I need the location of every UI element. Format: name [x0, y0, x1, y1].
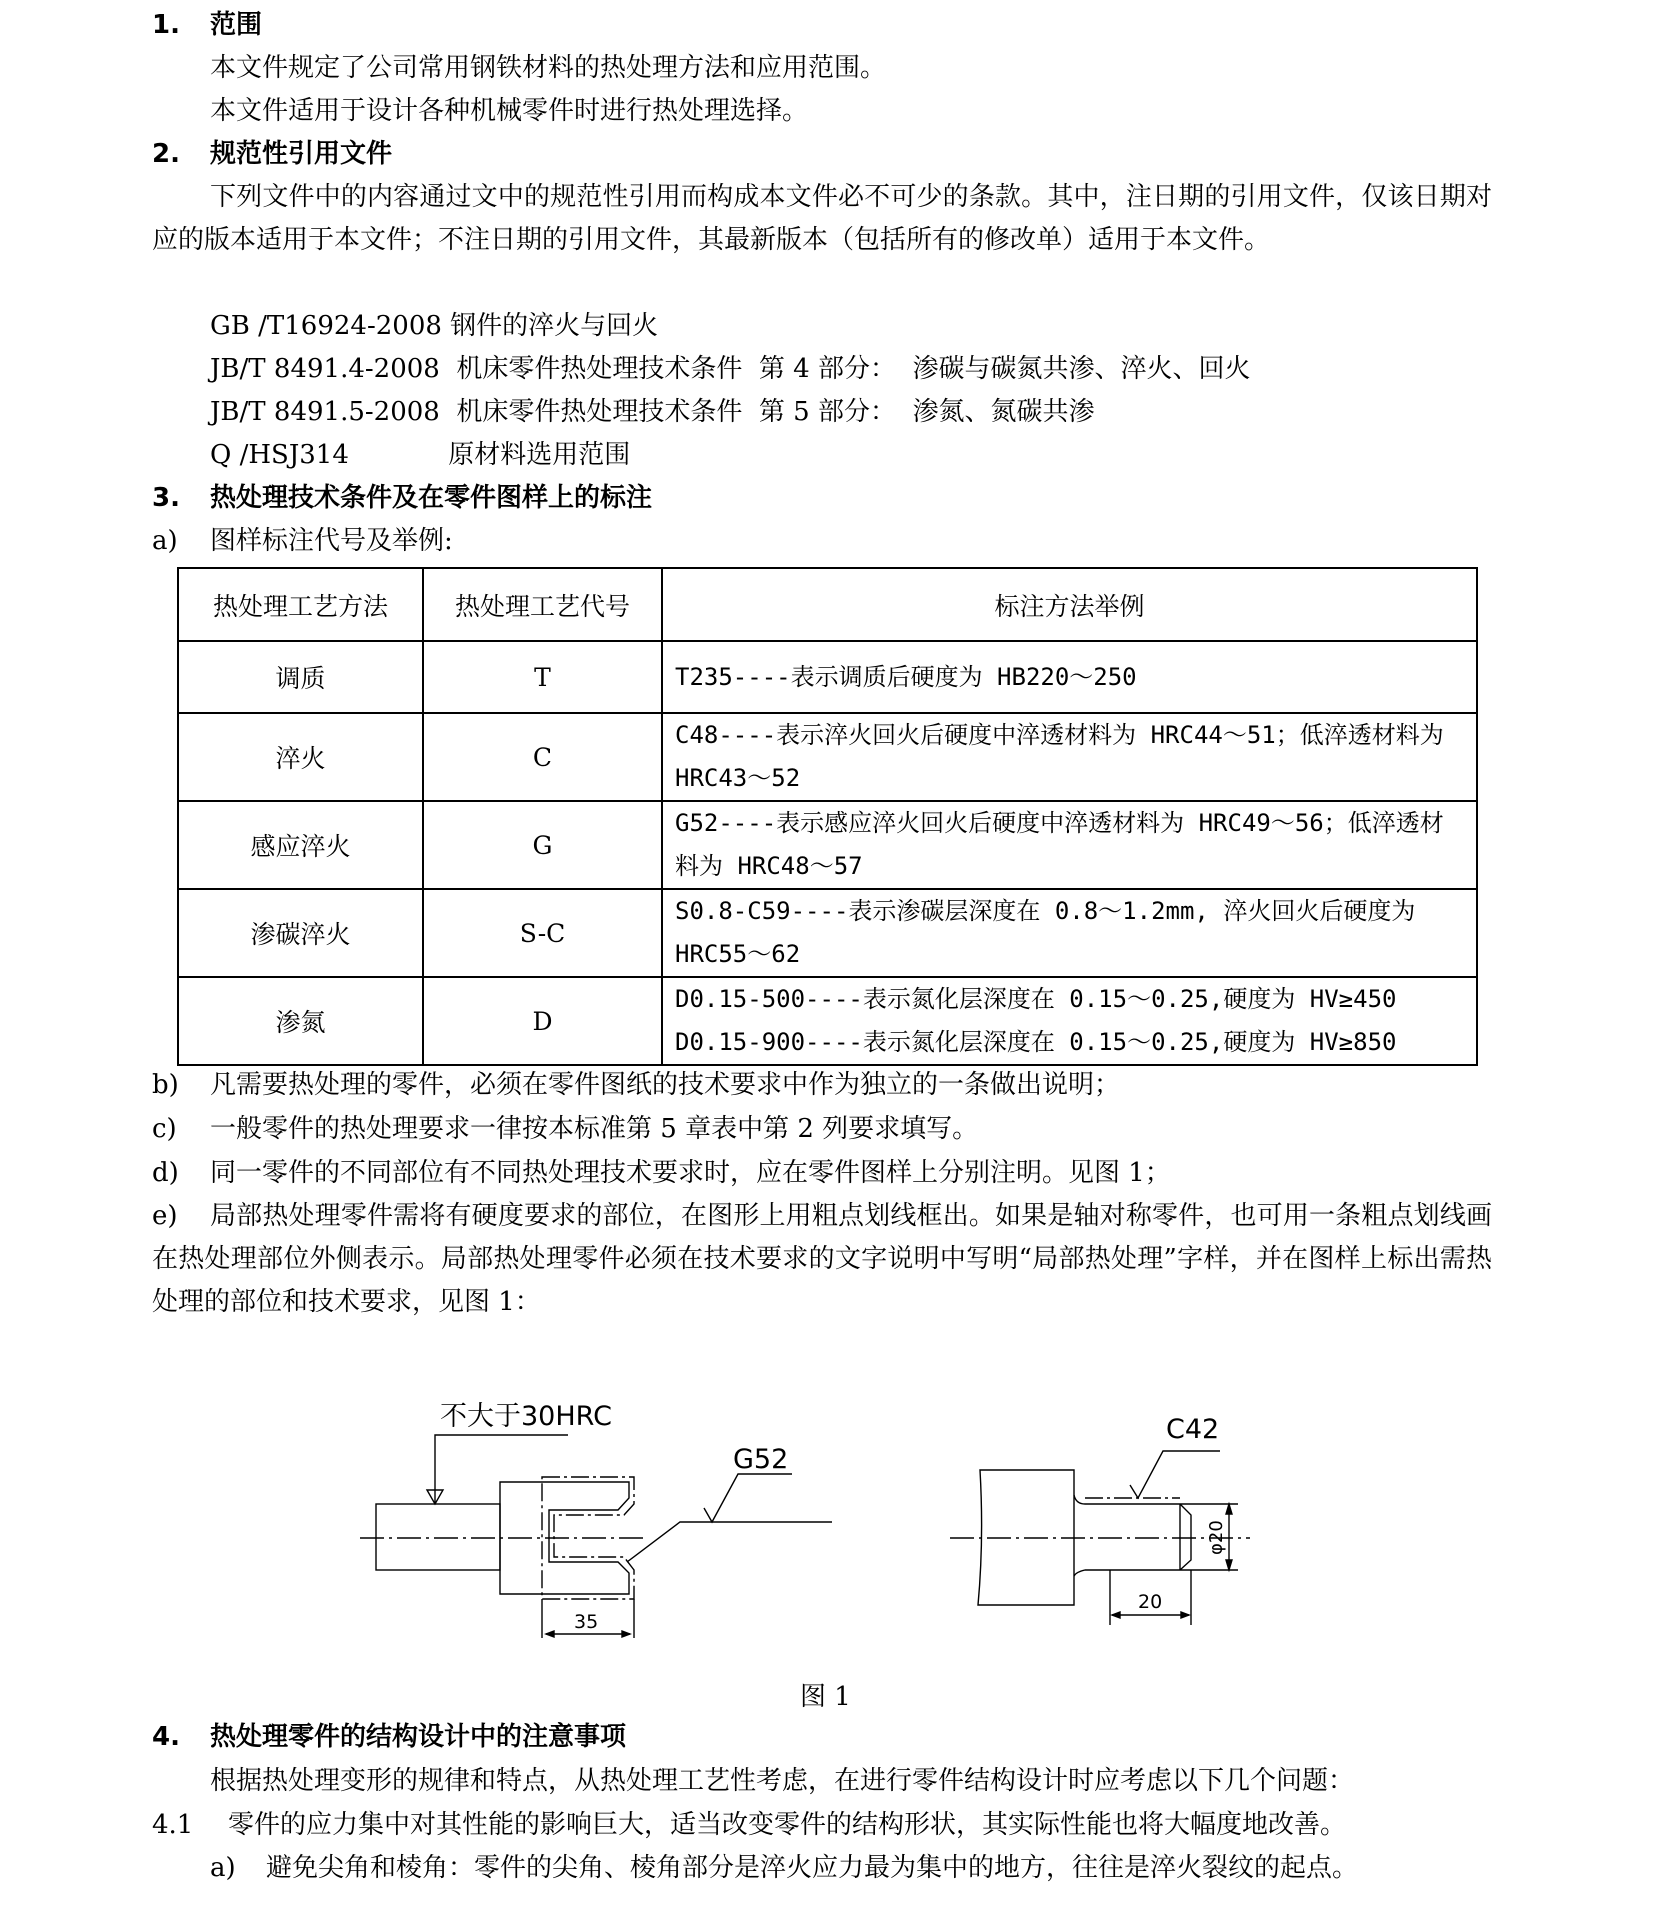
- reference-item: [210, 440, 630, 470]
- example-cell: G52----表示感应淬火回火后硬度中淬透材料为 HRC49～56；低淬透材料为 HRC48～57: [662, 801, 1477, 889]
- code-cell: G: [423, 801, 662, 889]
- method-cell: 渗碳淬火: [178, 889, 423, 977]
- reference-title: 机床零件热处理技术条件 第 5 部分： 渗氮、氮碳共渗: [456, 397, 1095, 427]
- item-e-text: [152, 1195, 1492, 1324]
- code-cell: C: [423, 713, 662, 801]
- example-cell: [662, 977, 1477, 1065]
- reference-code: JB/T 8491.4-2008: [210, 354, 440, 384]
- item-a-label: a): [152, 526, 178, 556]
- right-dimension: 20: [1138, 1591, 1163, 1613]
- section-1-title: 范围: [210, 10, 263, 40]
- code-cell: T: [423, 641, 662, 713]
- reference-code: Q /HSJ314: [210, 440, 349, 470]
- table-header-row: [178, 568, 1477, 641]
- section-2-title: 规范性引用文件: [210, 139, 393, 169]
- table-header: 标注方法举例: [662, 568, 1477, 641]
- section-3-number: 3.: [152, 483, 180, 513]
- code-cell: D: [423, 977, 662, 1065]
- section-1-paragraph: 本文件规定了公司常用钢铁材料的热处理方法和应用范围。: [210, 53, 887, 83]
- section-2-number: 2.: [152, 139, 180, 169]
- section-4-number: 4.: [152, 1722, 180, 1752]
- item-label: d): [152, 1158, 179, 1188]
- table-row: [178, 977, 1477, 1065]
- code-cell: S-C: [423, 889, 662, 977]
- table-header: 热处理工艺方法: [178, 568, 423, 641]
- example-cell: S0.8-C59----表示渗碳层深度在 0.8～1.2mm, 淬火回火后硬度为 HRC55～62: [662, 889, 1477, 977]
- item-text: 避免尖角和棱角：零件的尖角、棱角部分是淬火应力最为集中的地方，往往是淬火裂纹的起点。: [266, 1853, 1359, 1883]
- reference-item: [210, 354, 1251, 384]
- method-cell: 淬火: [178, 713, 423, 801]
- reference-item: [210, 397, 1095, 427]
- left-dimension: 35: [574, 1611, 599, 1633]
- item-label: e): [152, 1201, 178, 1231]
- reference-title: 原材料选用范围: [448, 440, 631, 470]
- table-row: [178, 801, 1477, 889]
- item-a-text: 图样标注代号及举例:: [210, 526, 453, 556]
- section-1-number: 1.: [152, 10, 180, 40]
- example-cell: T235----表示调质后硬度为 HB220～250: [662, 641, 1477, 713]
- item-label: b): [152, 1070, 179, 1100]
- item-text: 一般零件的热处理要求一律按本标准第 5 章表中第 2 列要求填写。: [210, 1114, 979, 1144]
- reference-title: 机床零件热处理技术条件 第 4 部分： 渗碳与碳氮共渗、淬火、回火: [456, 354, 1251, 384]
- left-heat-code: G52: [733, 1444, 789, 1475]
- table-row: [178, 713, 1477, 801]
- section-3-title: 热处理技术条件及在零件图样上的标注: [210, 483, 653, 513]
- item-e-body: 局部热处理零件需将有硬度要求的部位，在图形上用粗点划线框出。如果是轴对称零件，也可用一条粗点划线画在热处理部位外侧表示。局部热处理零件必须在技术要求的文字说明中写明“局部热处理”字样，并在图样上标出需热处理的部位和技术要求，见图 1：: [152, 1201, 1492, 1317]
- example-line: D0.15-900----表示氮化层深度在 0.15～0.25,硬度为 HV≥850: [675, 1028, 1397, 1056]
- section-4-intro: 根据热处理变形的规律和特点，从热处理工艺性考虑，在进行零件结构设计时应考虑以下几个问题：: [210, 1766, 1355, 1796]
- right-heat-code: C42: [1166, 1414, 1220, 1445]
- reference-title: 钢件的淬火与回火: [450, 311, 659, 341]
- method-cell: 感应淬火: [178, 801, 423, 889]
- subsection-number: 4.1: [152, 1810, 194, 1840]
- item-text: 同一零件的不同部位有不同热处理技术要求时，应在零件图样上分别注明。见图 1；: [210, 1158, 1171, 1188]
- reference-item: [210, 311, 658, 341]
- example-line: D0.15-500----表示氮化层深度在 0.15～0.25,硬度为 HV≥450: [675, 985, 1397, 1013]
- section-1-paragraph: 本文件适用于设计各种机械零件时进行热处理选择。: [210, 96, 809, 126]
- table-row: [178, 889, 1477, 977]
- table-row: [178, 641, 1477, 713]
- section-2-intro: 下列文件中的内容通过文中的规范性引用而构成本文件必不可少的条款。其中，注日期的引用文件，仅该日期对应的版本适用于本文件；不注日期的引用文件，其最新版本（包括所有的修改单）适用于本文件。: [152, 182, 1492, 255]
- section-4-title: 热处理零件的结构设计中的注意事项: [210, 1722, 627, 1752]
- subsection-text: 零件的应力集中对其性能的影响巨大，适当改变零件的结构形状，其实际性能也将大幅度地改善。: [228, 1810, 1347, 1840]
- method-cell: 渗氮: [178, 977, 423, 1065]
- hardness-label: 不大于30HRC: [440, 1401, 612, 1432]
- method-cell: 调质: [178, 641, 423, 713]
- item-label: c): [152, 1114, 177, 1144]
- example-cell: C48----表示淬火回火后硬度中淬透材料为 HRC44～51；低淬透材料为 HRC43～52: [662, 713, 1477, 801]
- diameter-label: φ20: [1206, 1520, 1227, 1555]
- reference-code: JB/T 8491.5-2008: [210, 397, 440, 427]
- table-header: 热处理工艺代号: [423, 568, 662, 641]
- reference-code: GB /T16924-2008: [210, 311, 442, 341]
- right-shaft-drawing: [950, 1451, 1250, 1625]
- figure-1-drawing: [0, 1380, 1653, 1660]
- figure-caption: 图 1: [800, 1682, 851, 1712]
- item-label: a): [210, 1853, 236, 1883]
- item-text: 凡需要热处理的零件，必须在零件图纸的技术要求中作为独立的一条做出说明；: [210, 1070, 1121, 1100]
- heat-treatment-table: [177, 567, 1478, 1066]
